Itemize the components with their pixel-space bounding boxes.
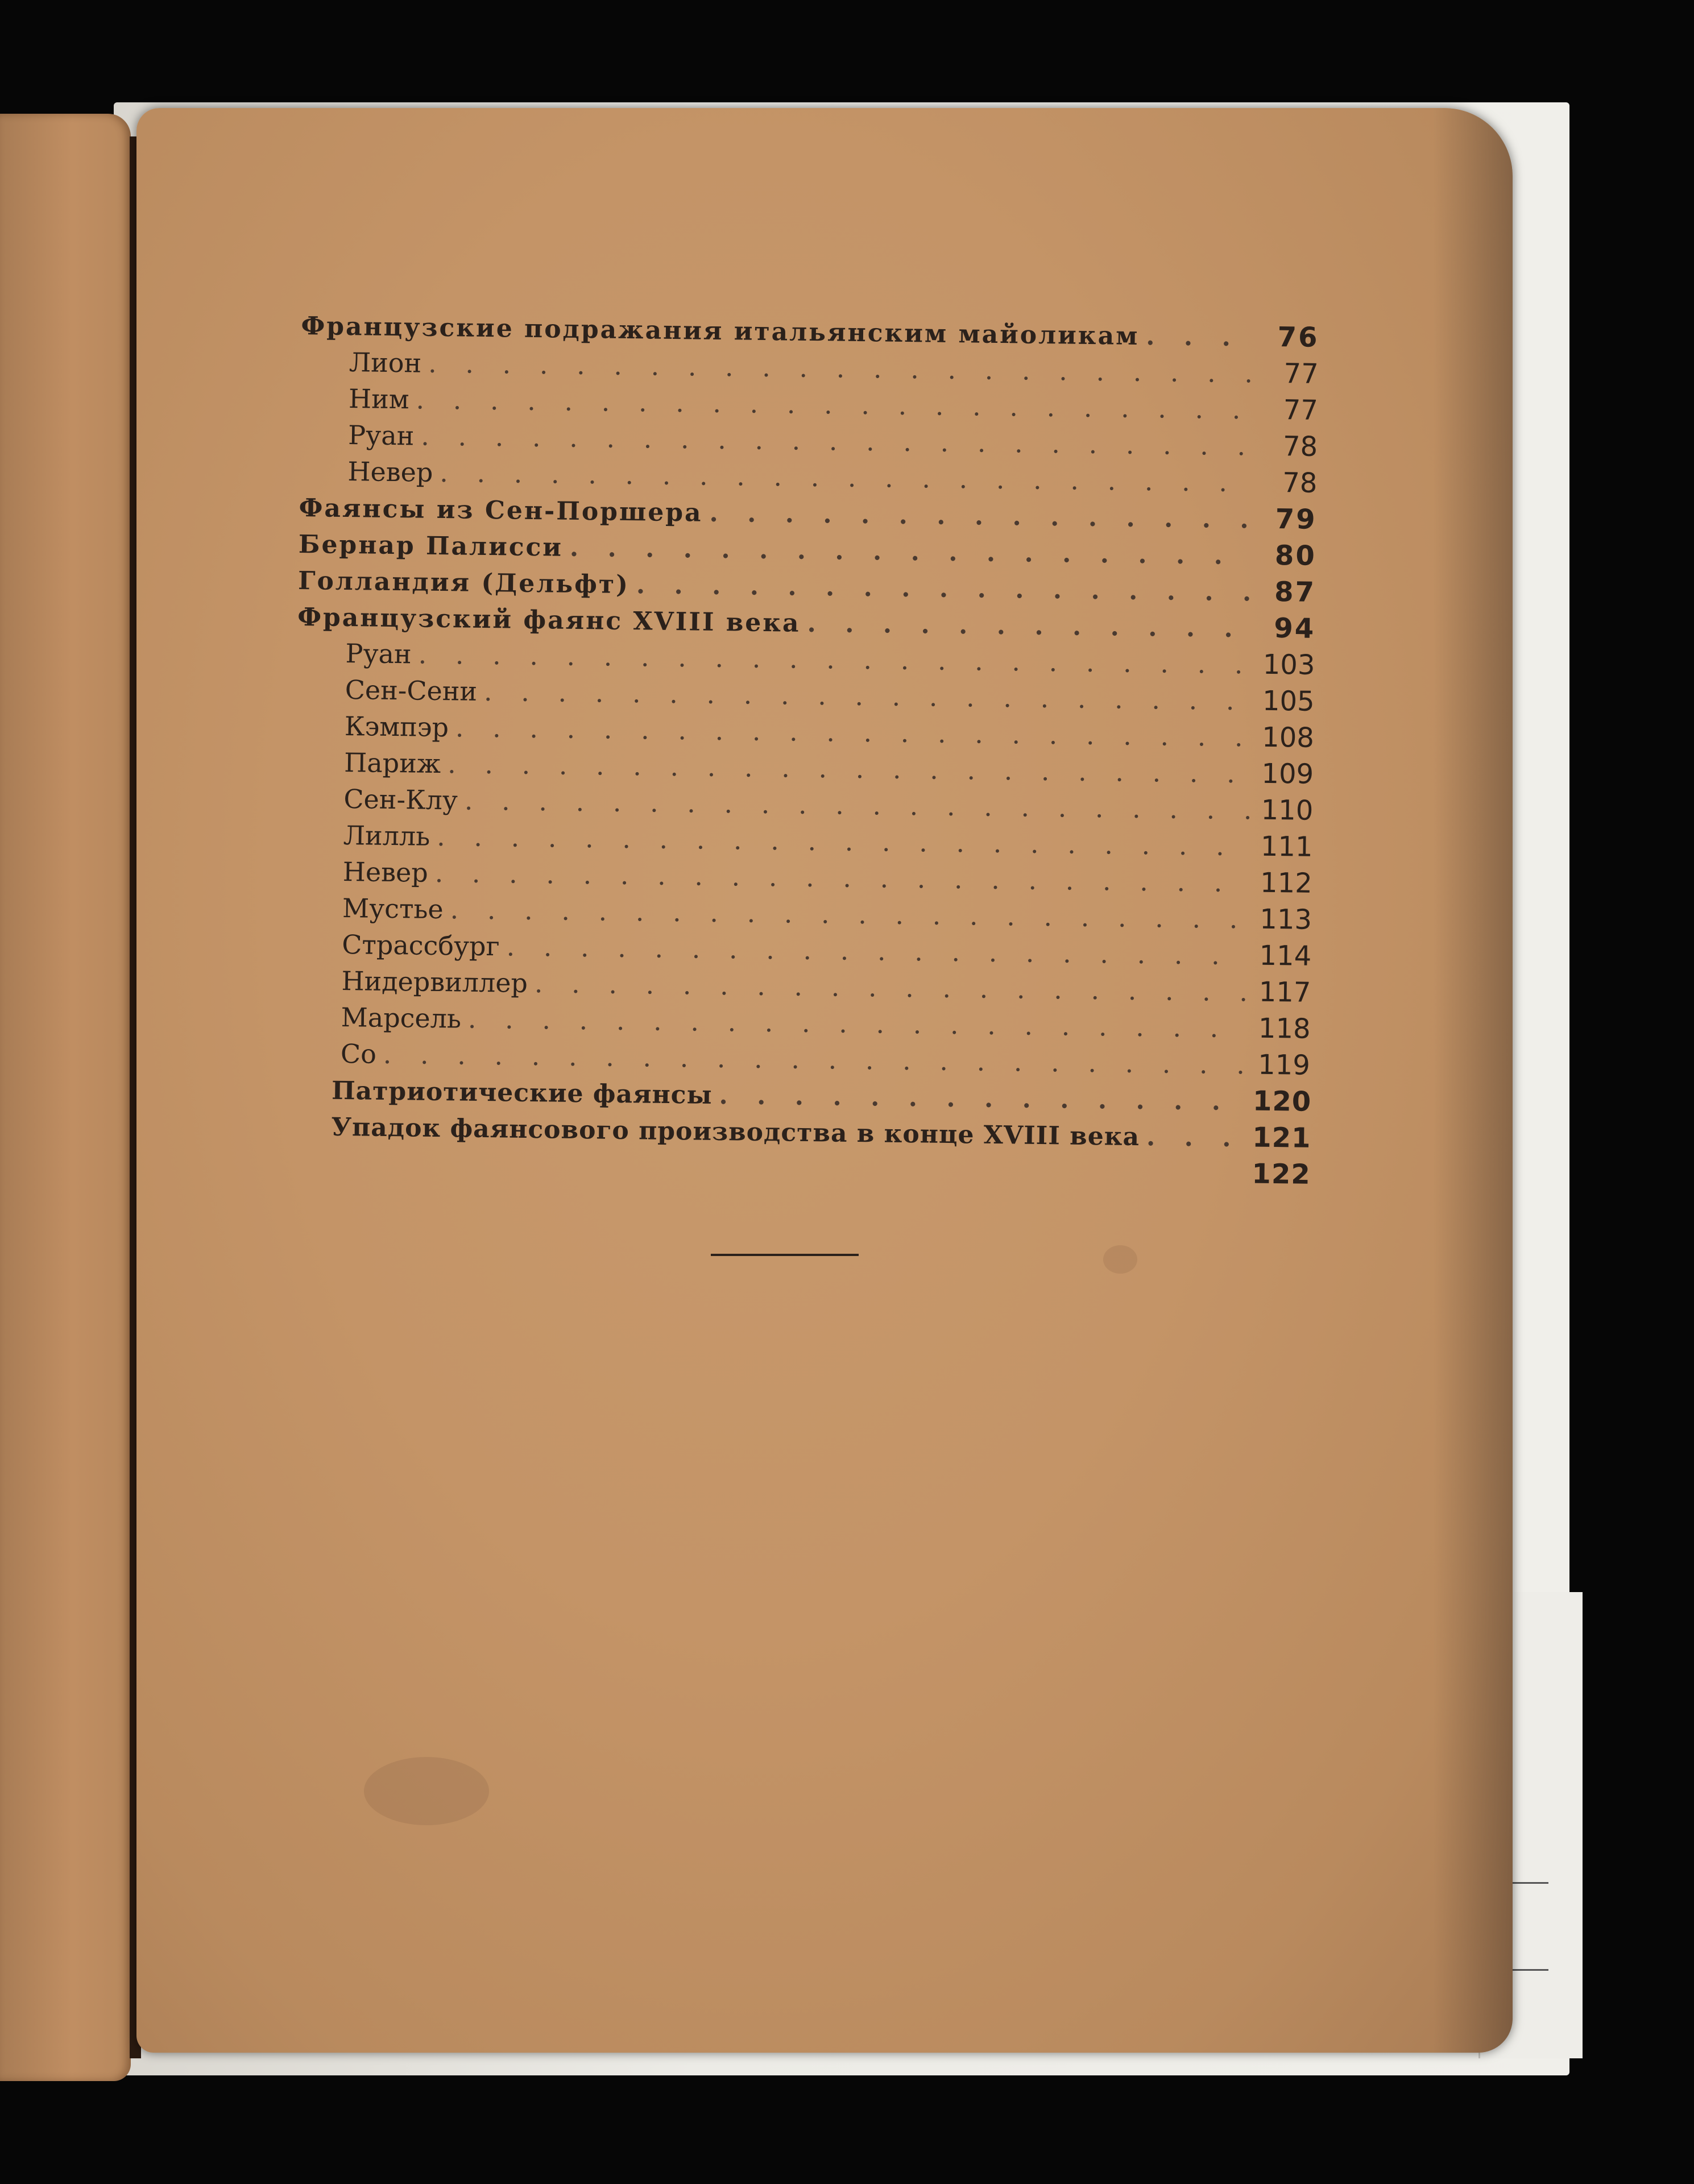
toc-entry-page: 114: [1259, 939, 1312, 972]
toc-entry-page: 77: [1283, 358, 1319, 390]
closing-rule: [711, 1254, 859, 1256]
page-stain: [1103, 1245, 1137, 1274]
toc-entry-page: 80: [1274, 539, 1317, 572]
toc-entry-title: Французский фаянс XVIII века: [297, 602, 801, 638]
toc-entry-title: Бернар Палисси: [298, 529, 564, 562]
toc-leader-dots: [1146, 1119, 1246, 1157]
toc-entry-title: Невер: [342, 856, 429, 888]
toc-entry-title: Сен-Сени: [345, 674, 478, 707]
toc-entry-title: Руан: [345, 637, 412, 670]
toc-entry-title: Французские подражания итальянским майоликам: [301, 311, 1140, 351]
page-stain: [364, 1757, 489, 1825]
toc-entry-title: Нидервиллер: [341, 965, 528, 998]
toc-entry-page: 118: [1258, 1012, 1311, 1045]
toc-entry-page: 105: [1262, 685, 1315, 718]
toc-entry-page: 110: [1261, 794, 1314, 827]
toc-entry-page: 109: [1261, 757, 1314, 790]
toc-entry-title: Невер: [347, 456, 433, 488]
toc-entry-page: 112: [1260, 867, 1313, 900]
previous-page-edge: [0, 114, 131, 2081]
toc-entry-page: 87: [1274, 575, 1316, 608]
toc-entry-page: 117: [1258, 976, 1311, 1009]
toc-entry-title: Сен-Клу: [343, 783, 458, 816]
toc-entry-page: 108: [1261, 721, 1315, 754]
toc-entry-page: 94: [1274, 612, 1316, 645]
toc-entry-title: Кэмпэр: [344, 710, 449, 743]
table-of-contents: [291, 307, 1319, 1191]
page-shadow: [1433, 108, 1513, 2053]
toc-entry-title: Страссбург: [341, 929, 500, 962]
toc-entry-title: Лилль: [343, 819, 430, 852]
toc-entry-title: Руан: [347, 420, 415, 451]
toc-entry-title: Марсель: [341, 1001, 462, 1034]
toc-entry-title: Париж: [343, 747, 441, 780]
toc-entry-page: 76: [1277, 321, 1319, 354]
toc-leader-dots: [1146, 318, 1256, 356]
toc-entry-page: 121: [1252, 1121, 1311, 1154]
toc-entry-page: 120: [1252, 1085, 1312, 1118]
toc-entry-page: 113: [1260, 903, 1312, 936]
toc-entry-page: 78: [1282, 430, 1318, 463]
toc-entry-page: 77: [1283, 394, 1319, 426]
toc-last-page-number: 122: [1252, 1158, 1311, 1191]
toc-entry-title: Мустье: [342, 892, 444, 925]
toc-entry-title: Упадок фаянсового производства в конце XVIII века: [331, 1112, 1140, 1152]
toc-entry-title: Со: [340, 1038, 377, 1070]
toc-entry-title: Голландия (Дельфт): [297, 566, 630, 600]
toc-entry-page: 103: [1262, 648, 1315, 681]
toc-entry-page: 79: [1275, 503, 1317, 536]
toc-leader-dots: [709, 495, 1253, 538]
toc-entry-page: 119: [1257, 1049, 1311, 1081]
toc-entry-title: Лион: [349, 347, 422, 379]
toc-entry-title: Фаянсы из Сен-Поршера: [299, 493, 703, 528]
toc-entry-page: 111: [1260, 830, 1313, 863]
toc-entry-title: Патриотические фаянсы: [331, 1076, 713, 1110]
toc-leader-dots: [719, 1078, 1246, 1120]
toc-entry-page: 78: [1282, 467, 1318, 499]
toc-entry-title: Ним: [348, 383, 409, 415]
